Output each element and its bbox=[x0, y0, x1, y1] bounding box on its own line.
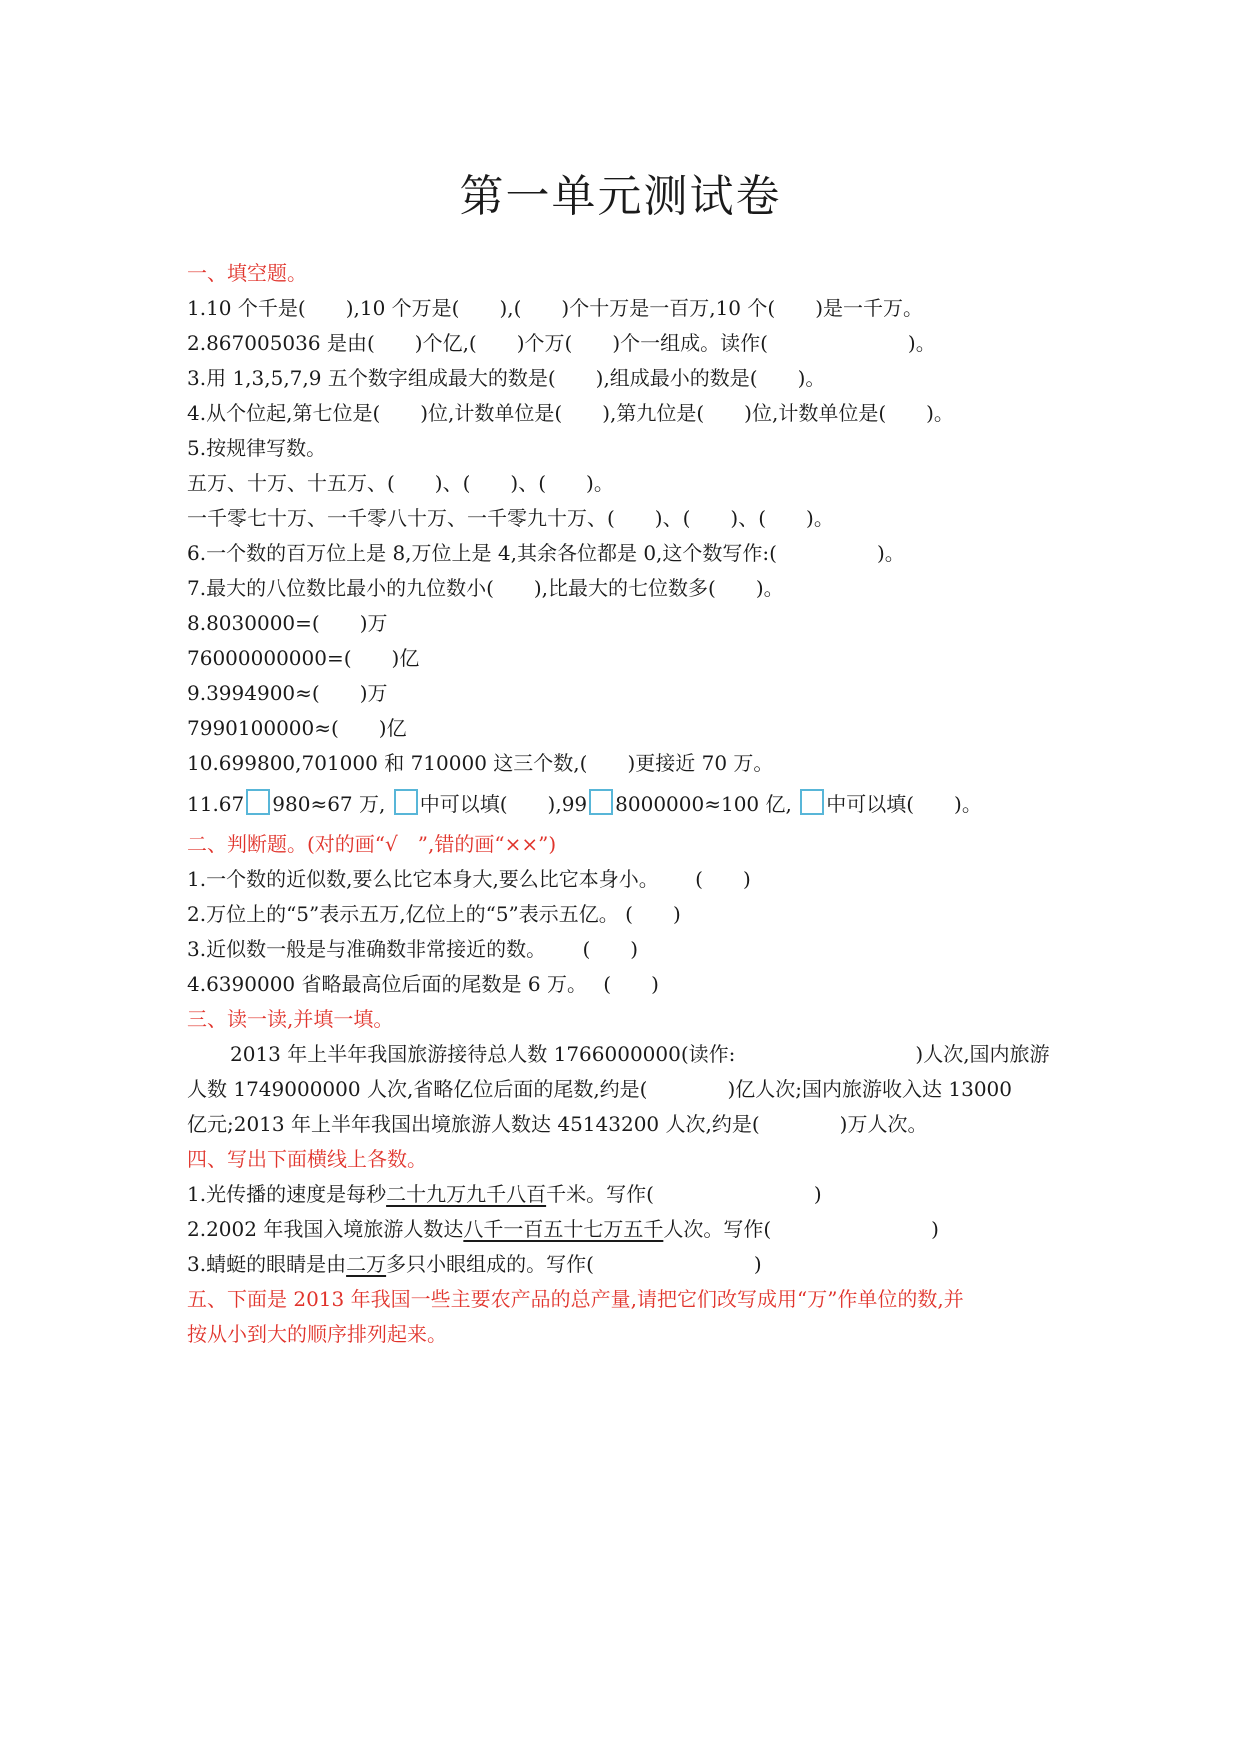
question-1-11 bbox=[187, 781, 1057, 827]
question-1-5-sequence-a: 五万、十万、十五万、( )、( )、( )。 bbox=[187, 471, 614, 495]
question-2-1: 1.一个数的近似数,要么比它本身大,要么比它本身小。 ( ) bbox=[187, 867, 751, 891]
blank-box-4[interactable] bbox=[800, 789, 824, 815]
section-4-heading: 四、写出下面横线上各数。 bbox=[187, 1147, 427, 1171]
question-1-7: 7.最大的八位数比最小的九位数小( ),比最大的七位数多( )。 bbox=[187, 576, 784, 600]
blank-box-2[interactable] bbox=[394, 789, 418, 815]
question-1-2: 2.867005036 是由( )个亿,( )个万( )个一组成。读作( )。 bbox=[187, 331, 936, 355]
question-1-1: 1.10 个千是( ),10 个万是( ),( )个十万是一百万,10 个( )是一千万。 bbox=[187, 296, 923, 320]
question-4-1 bbox=[187, 1177, 1057, 1212]
question-4-2-answer: 人次。写作( ) bbox=[663, 1217, 939, 1241]
page-title: 第一单元测试卷 bbox=[459, 171, 782, 222]
worksheet-body bbox=[187, 256, 1057, 1352]
question-2-4: 4.6390000 省略最高位后面的尾数是 6 万。 ( ) bbox=[187, 972, 659, 996]
question-1-5: 5.按规律写数。 bbox=[187, 436, 327, 460]
blank-box-1[interactable] bbox=[246, 789, 270, 815]
question-4-3 bbox=[187, 1247, 1057, 1282]
question-4-3-underlined-number: 二万 bbox=[346, 1252, 387, 1276]
question-4-1-text: 1.光传播的速度是每秒 bbox=[187, 1182, 387, 1206]
question-1-10: 10.699800,701000 和 710000 这三个数,( )更接近 70 万。 bbox=[187, 751, 774, 775]
blank-box-3[interactable] bbox=[589, 789, 613, 815]
question-1-3: 3.用 1,3,5,7,9 五个数字组成最大的数是( ),组成最小的数是( )。 bbox=[187, 366, 826, 390]
question-1-8b: 76000000000=( )亿 bbox=[187, 646, 420, 670]
question-1-6: 6.一个数的百万位上是 8,万位上是 4,其余各位都是 0,这个数写作:( )。 bbox=[187, 541, 905, 565]
question-2-3: 3.近似数一般是与准确数非常接近的数。 ( ) bbox=[187, 937, 639, 961]
question-4-3-answer: 多只小眼组成的。写作( ) bbox=[386, 1252, 762, 1276]
question-1-4: 4.从个位起,第七位是( )位,计数单位是( ),第九位是( )位,计数单位是( )。 bbox=[187, 401, 954, 425]
question-4-2 bbox=[187, 1212, 1057, 1247]
question-1-11-part-2: 980≈67 万, bbox=[272, 792, 386, 816]
question-1-9a: 9.3994900≈( )万 bbox=[187, 681, 388, 705]
question-1-5-sequence-b: 一千零七十万、一千零八十万、一千零九十万、( )、( )、( )。 bbox=[187, 506, 834, 530]
question-2-2: 2.万位上的“5”表示五万,亿位上的“5”表示五亿。 ( ) bbox=[187, 902, 681, 926]
question-4-1-underlined-number: 二十九万九千八百 bbox=[386, 1182, 547, 1206]
question-4-2-underlined-number: 八千一百五十七万五千 bbox=[463, 1217, 664, 1241]
question-4-1-answer: 千米。写作( ) bbox=[546, 1182, 822, 1206]
section-3-paragraph-line-1: 2013 年上半年我国旅游接待总人数 1766000000(读作: )人次,国内旅游 bbox=[230, 1042, 1050, 1066]
section-5-heading-line-2: 按从小到大的顺序排列起来。 bbox=[187, 1322, 447, 1346]
question-1-8a: 8.8030000=( )万 bbox=[187, 611, 388, 635]
question-4-3-text: 3.蜻蜓的眼睛是由 bbox=[187, 1252, 347, 1276]
section-3-heading: 三、读一读,并填一填。 bbox=[187, 1007, 394, 1031]
question-1-9b: 7990100000≈( )亿 bbox=[187, 716, 407, 740]
question-1-11-part-4: 8000000≈100 亿, bbox=[615, 792, 792, 816]
question-1-11-part-5: 中可以填( )。 bbox=[826, 792, 982, 816]
section-3-paragraph-line-3: 亿元;2013 年上半年我国出境旅游人数达 45143200 人次,约是( )万人次。 bbox=[187, 1112, 928, 1136]
section-1-heading: 一、填空题。 bbox=[187, 261, 307, 285]
section-2-heading: 二、判断题。(对的画“√ ”,错的画“××”) bbox=[187, 832, 557, 856]
question-4-2-text: 2.2002 年我国入境旅游人数达 bbox=[187, 1217, 464, 1241]
section-5-heading-line-1: 五、下面是 2013 年我国一些主要农产品的总产量,请把它们改写成用“万”作单位的数,并 bbox=[187, 1287, 964, 1311]
question-1-11-part-1: 11.67 bbox=[187, 792, 245, 816]
question-1-11-part-3: 中可以填( ),99 bbox=[419, 792, 588, 816]
section-3-paragraph-line-2: 人数 1749000000 人次,省略亿位后面的尾数,约是( )亿人次;国内旅游收入达 13000 bbox=[187, 1077, 1012, 1101]
